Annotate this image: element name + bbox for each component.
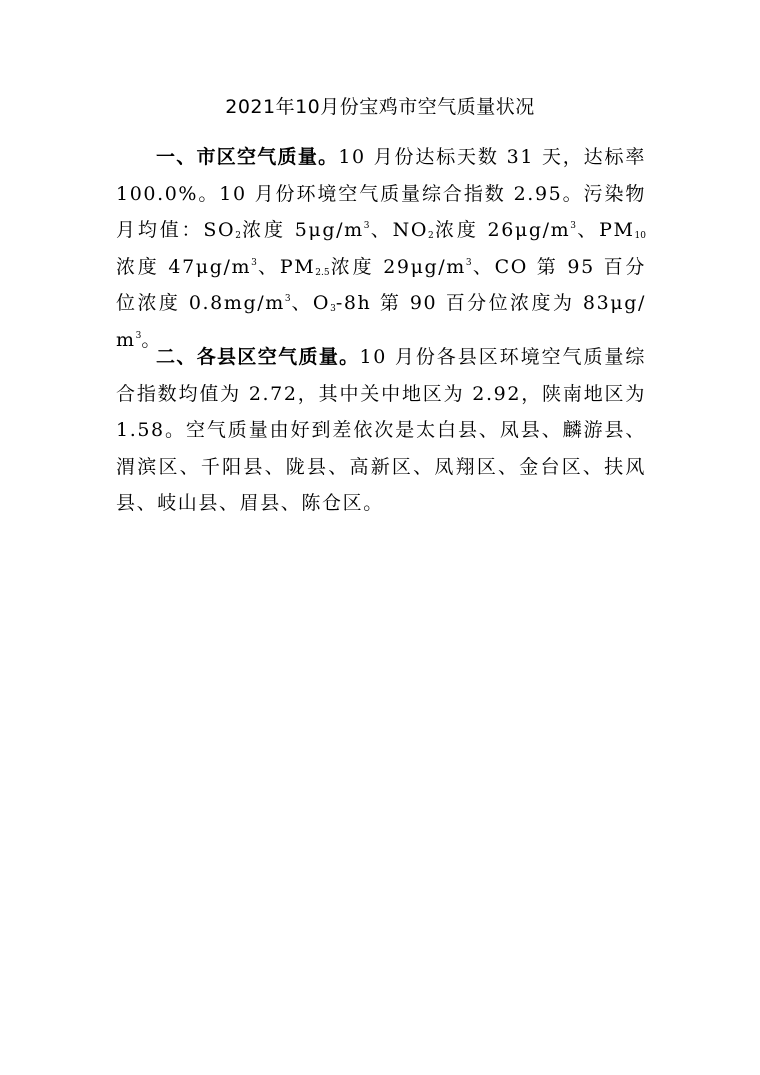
section-city-text-f: 浓度 47μg/m — [116, 255, 252, 278]
section-city-heading: 一、市区空气质量。 — [156, 146, 339, 168]
so2-subscript: 2 — [235, 231, 241, 241]
section-county-heading: 二、各县区空气质量。 — [156, 346, 360, 368]
unit-superscript-2: 3 — [570, 221, 576, 231]
section-city-text-j: 、O — [290, 292, 331, 314]
section-city-text-l: 。 — [141, 328, 162, 351]
unit-superscript-5: 3 — [284, 294, 291, 304]
section-city-text-c: 、NO — [369, 219, 428, 241]
document-title: 2021年10月份宝鸡市空气质量状况 — [225, 96, 535, 118]
unit-superscript-3: 3 — [251, 257, 257, 268]
section-city-text-h: 浓度 29μg/m — [329, 255, 466, 278]
section-city-text-d: 浓度 26μg/m — [433, 219, 571, 241]
section-city-text-e: 、PM — [576, 219, 635, 241]
unit-superscript-1: 3 — [363, 221, 370, 231]
section-city-text-b: 浓度 5μg/m — [240, 219, 364, 241]
section-county-text: 10 月份各县区环境空气质量综合指数均值为 2.72，其中关中地区为 2.92，陕南地区为1.58。空气质量由好到差依次是太白县、凤县、麟游县、渭滨区、千阳县、陇县、高新区、凤翔区、金台区、扶风县、岐山县、眉县、陈仓区。 — [116, 346, 646, 514]
section-city-text-a: 10 月份达标天数 31 天，达标率100.0%。10 月份环境空气质量综合指数 2.95。污染物月均值：SO — [116, 146, 646, 241]
o3-subscript: 3 — [330, 304, 336, 314]
section-city-text-g: 、PM — [256, 255, 316, 278]
section-city-air-quality — [116, 139, 646, 358]
pm25-subscript: 2.5 — [315, 267, 330, 278]
unit-superscript-6: 3 — [135, 330, 142, 341]
section-city-text-k: -8h 第 90 百分位浓度为 83μg/m — [116, 292, 647, 351]
pm10-subscript: 10 — [634, 231, 646, 241]
section-county-air-quality — [116, 339, 646, 522]
section-city-text-i: 、CO 第 95 百分位浓度 0.8mg/m — [116, 255, 646, 314]
unit-superscript-4: 3 — [465, 257, 472, 268]
no2-subscript: 2 — [428, 231, 434, 241]
